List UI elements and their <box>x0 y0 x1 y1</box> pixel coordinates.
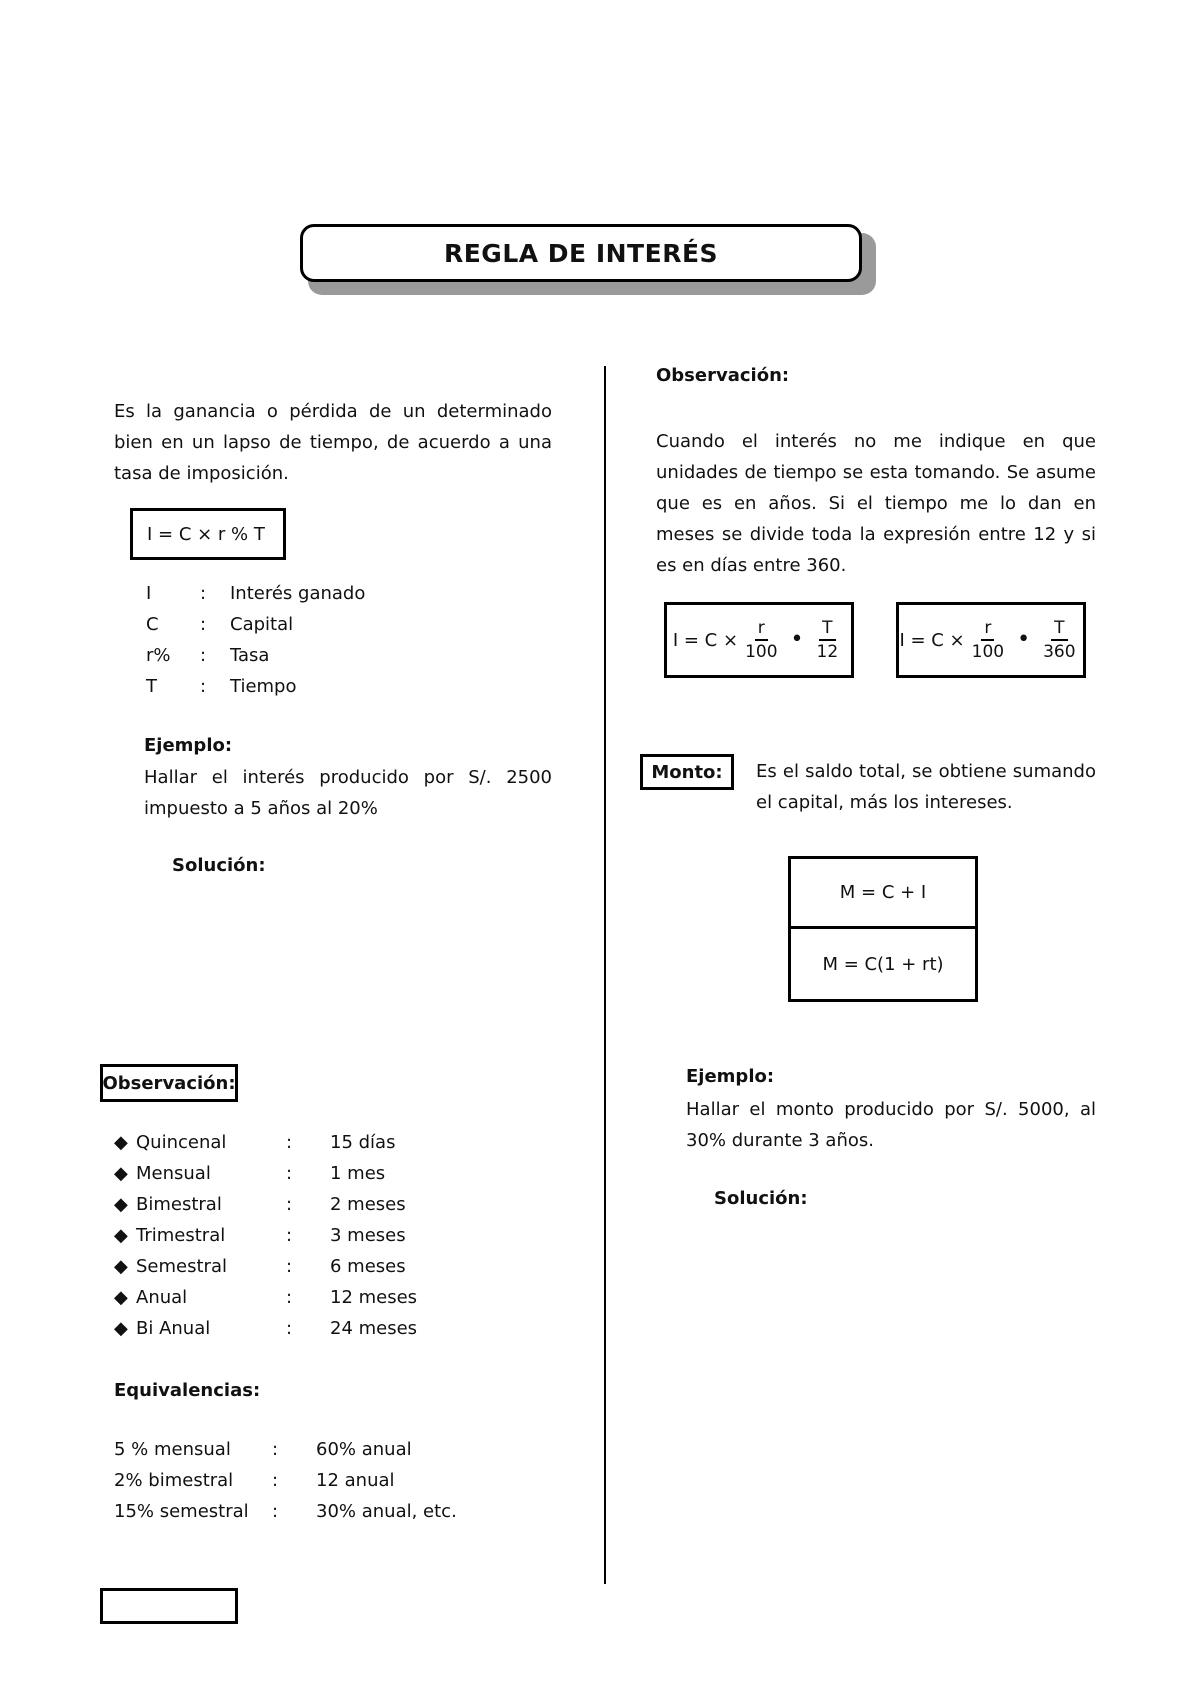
diamond-bullet-icon: ◆ <box>114 1194 128 1215</box>
period-sep: : <box>286 1132 293 1153</box>
fraction-time <box>814 618 842 663</box>
definition-meaning: Interés ganado <box>230 583 366 604</box>
period-sep: : <box>286 1163 293 1184</box>
definition-meaning: Capital <box>230 614 294 635</box>
monto-formulas-box <box>788 856 978 1002</box>
equivalence-sep: : <box>272 1439 279 1460</box>
period-value: 6 meses <box>330 1256 406 1277</box>
observation-heading-right: Observación: <box>656 365 790 386</box>
interest-formula-box <box>130 508 286 560</box>
diamond-bullet-icon: ◆ <box>114 1163 128 1184</box>
equivalences-heading: Equivalencias: <box>114 1380 261 1401</box>
period-name: Mensual <box>136 1163 211 1184</box>
fraction-numerator: T <box>1051 618 1067 641</box>
column-divider <box>604 366 606 1584</box>
solution-heading-right: Solución: <box>714 1188 808 1209</box>
example-heading-left: Ejemplo: <box>144 735 233 756</box>
formula-days-lhs: I = C × <box>899 629 965 651</box>
fraction-denominator: 100 <box>745 641 778 662</box>
example-text-left: Hallar el interés producido por S/. 2500 impuesto a 5 años al 20% <box>144 767 552 819</box>
period-value: 24 meses <box>330 1318 418 1339</box>
period-name: Bi Anual <box>136 1318 211 1339</box>
fraction-time <box>1040 618 1078 663</box>
definition-sep: : <box>200 614 207 635</box>
period-name: Quincenal <box>136 1132 227 1153</box>
diamond-bullet-icon: ◆ <box>114 1318 128 1339</box>
fraction-rate <box>742 618 780 663</box>
empty-footer-box <box>100 1588 238 1624</box>
diamond-bullet-icon: ◆ <box>114 1132 128 1153</box>
definition-symbol: C <box>146 614 159 635</box>
monto-formula-cell <box>791 929 975 999</box>
intro-paragraph: Es la ganancia o pérdida de un determinado bien en un lapso de tiempo, de acuerdo a una tasa de imposición. <box>114 401 552 484</box>
period-sep: : <box>286 1256 293 1277</box>
equivalence-sep: : <box>272 1501 279 1522</box>
definition-meaning: Tiempo <box>230 676 297 697</box>
definition-sep: : <box>200 645 207 666</box>
period-name: Semestral <box>136 1256 227 1277</box>
equivalence-to: 12 anual <box>316 1470 395 1491</box>
solution-heading-left: Solución: <box>172 855 266 876</box>
example-heading-right: Ejemplo: <box>686 1066 775 1087</box>
interest-formula: I = C × r % T <box>147 523 265 545</box>
definition-symbol: r% <box>146 645 171 666</box>
period-value: 15 días <box>330 1132 396 1153</box>
example-text-right: Hallar el monto producido por S/. 5000, al 30% durante 3 años. <box>686 1099 1096 1151</box>
formula-months-lhs: I = C × <box>672 629 739 651</box>
definition-meaning: Tasa <box>230 645 270 666</box>
fraction-numerator: r <box>981 618 994 641</box>
period-value: 1 mes <box>330 1163 386 1184</box>
equivalence-sep: : <box>272 1470 279 1491</box>
observation-heading-left: Observación: <box>102 1072 236 1094</box>
definition-symbol: I <box>146 583 152 604</box>
diamond-bullet-icon: ◆ <box>114 1256 128 1277</box>
period-value: 3 meses <box>330 1225 406 1246</box>
observation-text-right: Cuando el interés no me indique en que unidades de tiempo se esta tomando. Se asume que es en años. Si el tiempo me lo dan en meses se divide toda la expresión entre 12 y si es en días entre 360. <box>656 431 1096 576</box>
period-name: Trimestral <box>136 1225 226 1246</box>
fraction-numerator: r <box>755 618 768 641</box>
equivalence-from: 15% semestral <box>114 1501 249 1522</box>
period-sep: : <box>286 1287 293 1308</box>
monto-formula-compound: M = C(1 + rt) <box>822 953 944 975</box>
definition-symbol: T <box>146 676 157 697</box>
multiply-dot: • <box>1017 627 1031 652</box>
monto-label-box <box>640 754 734 790</box>
monto-label: Monto: <box>651 761 723 783</box>
fraction-denominator: 360 <box>1043 641 1076 662</box>
period-sep: : <box>286 1194 293 1215</box>
definition-sep: : <box>200 676 207 697</box>
multiply-dot: • <box>790 627 804 652</box>
diamond-bullet-icon: ◆ <box>114 1287 128 1308</box>
fraction-denominator: 100 <box>971 641 1005 662</box>
diamond-bullet-icon: ◆ <box>114 1225 128 1246</box>
period-value: 2 meses <box>330 1194 406 1215</box>
period-value: 12 meses <box>330 1287 418 1308</box>
period-sep: : <box>286 1225 293 1246</box>
period-name: Anual <box>136 1287 188 1308</box>
monto-formula-cell <box>791 859 975 929</box>
page-title: REGLA DE INTERÉS <box>300 224 862 282</box>
monto-text: Es el saldo total, se obtiene sumando el capital, más los intereses. <box>756 761 1096 813</box>
equivalence-to: 30% anual, etc. <box>316 1501 457 1522</box>
definition-sep: : <box>200 583 207 604</box>
equivalence-from: 5 % mensual <box>114 1439 231 1460</box>
interest-formula-months-box <box>664 602 854 678</box>
observation-box-left <box>100 1064 238 1102</box>
period-sep: : <box>286 1318 293 1339</box>
interest-formula-days-box <box>896 602 1086 678</box>
equivalence-from: 2% bimestral <box>114 1470 234 1491</box>
fraction-rate <box>969 618 1007 663</box>
fraction-denominator: 12 <box>816 641 839 662</box>
equivalence-to: 60% anual <box>316 1439 412 1460</box>
period-name: Bimestral <box>136 1194 222 1215</box>
fraction-numerator: T <box>819 618 835 641</box>
monto-formula-sum: M = C + I <box>839 882 927 903</box>
